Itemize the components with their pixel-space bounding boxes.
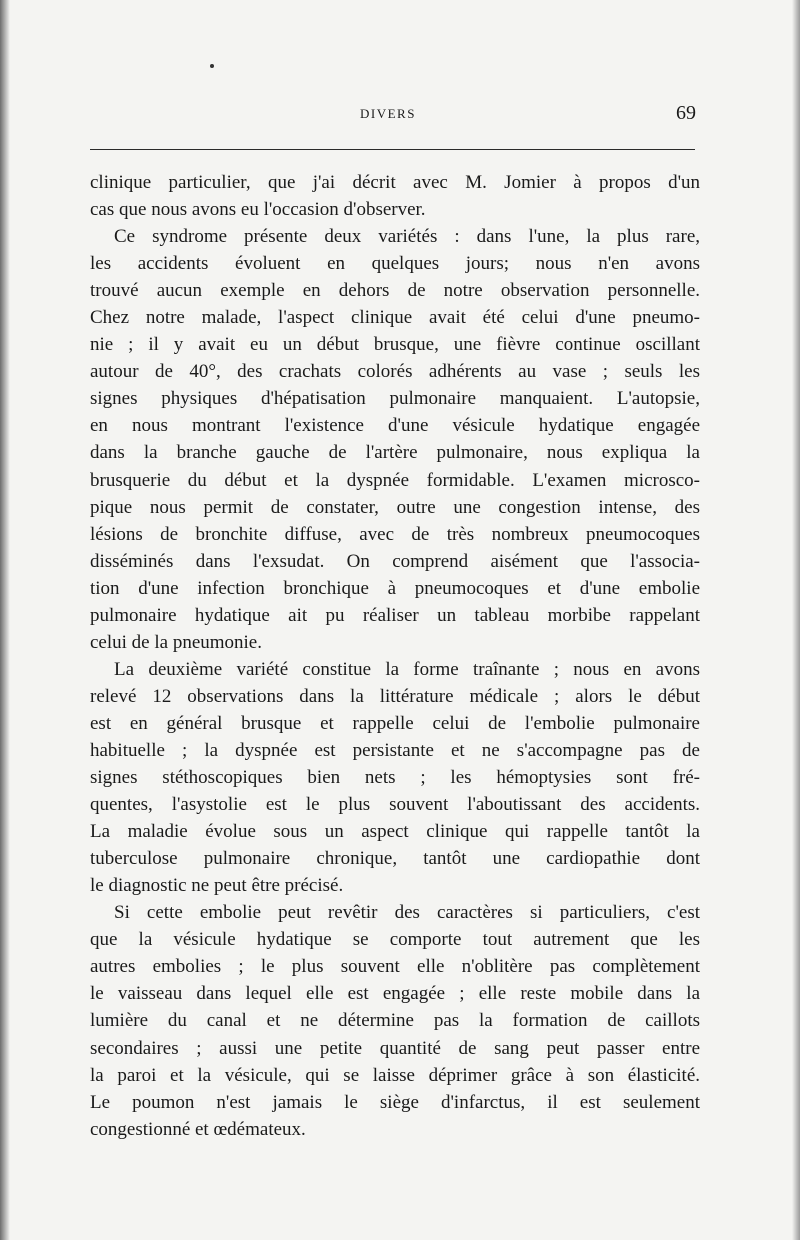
text-line: que la vésicule hydatique se comporte tout autrement que les [90,929,700,951]
page-number: 69 [676,102,696,124]
text-line: clinique particulier, que j'ai décrit avec M. Jomier à propos d'un [90,172,700,193]
text-line: habituelle ; la dyspnée est persistante et ne s'accompagne pas de [90,739,700,761]
text-line: nie ; il y avait eu un début brusque, une fièvre continue oscillant [90,334,700,356]
text-line: autres embolies ; le plus souvent elle n'oblitère pas complètement [90,956,700,978]
text-line: trouvé aucun exemple en dehors de notre observation personnelle. [90,280,700,302]
text-line: La deuxième variété constitue la forme traînante ; nous en avons [114,658,700,680]
body-text [90,169,700,1143]
text-line: Chez notre malade, l'aspect clinique avait été celui d'une pneumo- [90,307,700,329]
text-line: la paroi et la vésicule, qui se laisse déprimer grâce à son élasticité. [90,1064,700,1086]
text-line: est en général brusque et rappelle celui de l'embolie pulmonaire [90,712,700,734]
text-line: tuberculose pulmonaire chronique, tantôt une cardiopathie dont [90,848,700,870]
text-line: autour de 40°, des crachats colorés adhérents au vase ; seuls les [90,361,700,383]
text-line: lumière du canal et ne détermine pas la formation de caillots [90,1010,700,1032]
text-line: signes physiques d'hépatisation pulmonaire manquaient. L'autopsie, [90,388,700,410]
text-line: Le poumon n'est jamais le siège d'infarctus, il est seulement [90,1091,700,1113]
paragraph [90,656,700,899]
paragraph [90,223,700,656]
running-header-title: DIVERS [360,106,416,121]
text-line: le vaisseau dans lequel elle est engagée ; elle reste mobile dans la [90,983,700,1005]
text-line: pique nous permit de constater, outre une congestion intense, des [90,496,700,518]
text-line: cas que nous avons eu l'occasion d'observer. [90,199,426,221]
text-line: disséminés dans l'exsudat. On comprend aisément que l'associa- [90,550,700,572]
text-line: brusquerie du début et la dyspnée formidable. L'examen microsco- [90,469,700,491]
text-line: en nous montrant l'existence d'une vésicule hydatique engagée [90,415,700,437]
text-line: signes stéthoscopiques bien nets ; les hémoptysies sont fré- [90,767,700,789]
text-line: relevé 12 observations dans la littérature médicale ; alors le début [90,685,700,707]
text-line: Si cette embolie peut revêtir des caractères si particuliers, c'est [114,902,700,924]
text-line: tion d'une infection bronchique à pneumocoques et d'une embolie [90,577,700,599]
header-rule [90,149,695,150]
text-line: La maladie évolue sous un aspect clinique qui rappelle tantôt la [90,821,700,843]
paragraph [90,169,700,223]
text-line: Ce syndrome présente deux variétés : dans l'une, la plus rare, [114,226,700,248]
text-line: secondaires ; aussi une petite quantité de sang peut passer entre [90,1037,700,1059]
print-speck [210,64,214,68]
text-line: les accidents évoluent en quelques jours; nous n'en avons [90,253,700,275]
text-line: quentes, l'asystolie est le plus souvent l'aboutissant des accidents. [90,794,700,816]
paragraph [90,899,700,1142]
text-line: lésions de bronchite diffuse, avec de très nombreux pneumocoques [90,523,700,545]
running-header [90,102,710,132]
page-edge-shadow [792,0,800,1240]
text-line: dans la branche gauche de l'artère pulmonaire, nous expliqua la [90,442,700,464]
text-line: pulmonaire hydatique ait pu réaliser un tableau morbibe rappelant [90,604,700,626]
text-line: congestionné et œdémateux. [90,1118,306,1140]
page-gutter-shadow [0,0,10,1240]
text-line: le diagnostic ne peut être précisé. [90,875,344,897]
text-line: celui de la pneumonie. [90,631,262,653]
